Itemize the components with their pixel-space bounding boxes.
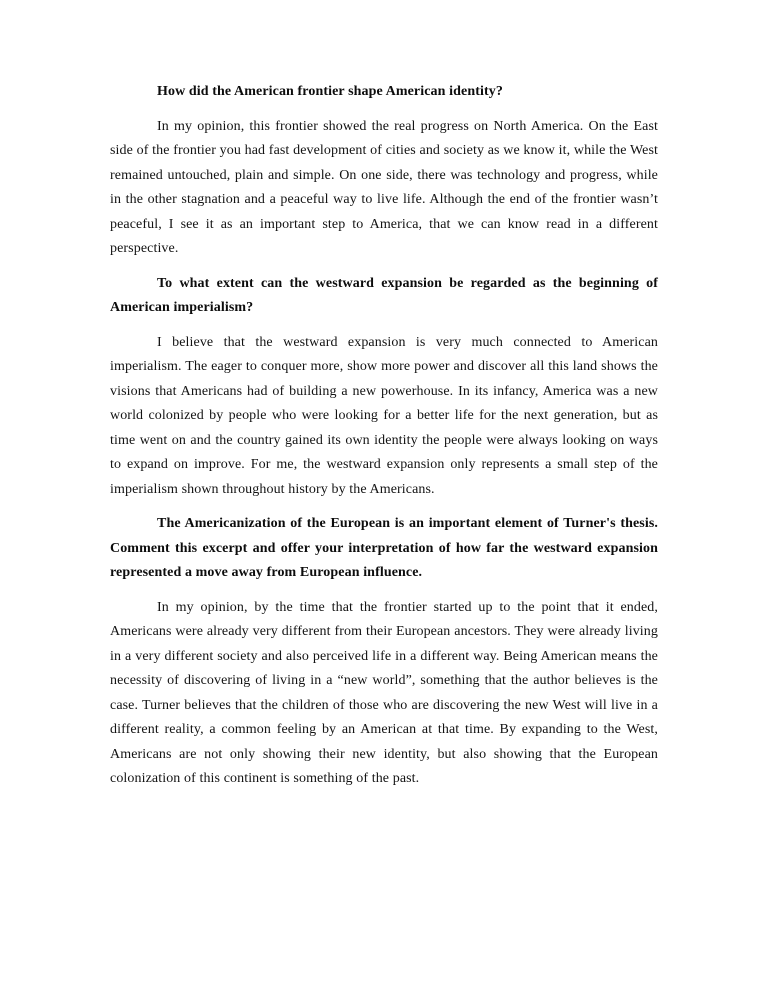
- answer-paragraph-westward-imperialism: I believe that the westward expansion is very much connected to American imperialism. The eager to conquer more, show more power and discover all this land shows the visions that Americans had of building a new powerhouse. In its infancy, America was a new world colonized by people who were looking for a better life for the next generation, but as time went on and the country gained its own identity the people were always looking on ways to expand on improve. For me, the westward expansion only represents a small step of the imperialism shown throughout history by the Americans.: [110, 334, 658, 497]
- question-heading-frontier-identity: How did the American frontier shape American identity?: [157, 84, 503, 99]
- answer-paragraph-frontier-identity: In my opinion, this frontier showed the real progress on North America. On the East side of the frontier you had fast development of cities and society as we know it, while the West remained untouched, plain and simple. On one side, there was technology and progress, while in the other stagnation and a peaceful way to live life. Although the end of the frontier wasn’t peaceful, I see it as an important step to America, that we can know read in a different perspective.: [110, 118, 658, 256]
- text-column: [110, 80, 658, 802]
- question-heading-westward-imperialism: To what extent can the westward expansion be regarded as the beginning of American imperialism?: [110, 275, 658, 315]
- question-heading-americanization-turner: The Americanization of the European is an important element of Turner's thesis. Comment this excerpt and offer your interpretation of how far the westward expansion represented a move away from European influence.: [110, 516, 658, 580]
- answer-paragraph-americanization-turner: In my opinion, by the time that the frontier started up to the point that it ended, Americans were already very different from their European ancestors. They were already living in a very different society and also perceived life in a different way. Being American means the necessity of discovering of living in a “new world”, something that the author believes is the case. Turner believes that the children of those who are discovering the new West will live in a different reality, a common feeling by an American at that time. By expanding to the West, Americans are not only showing their new identity, but also showing that the European colonization of this continent is something of the past.: [110, 599, 658, 786]
